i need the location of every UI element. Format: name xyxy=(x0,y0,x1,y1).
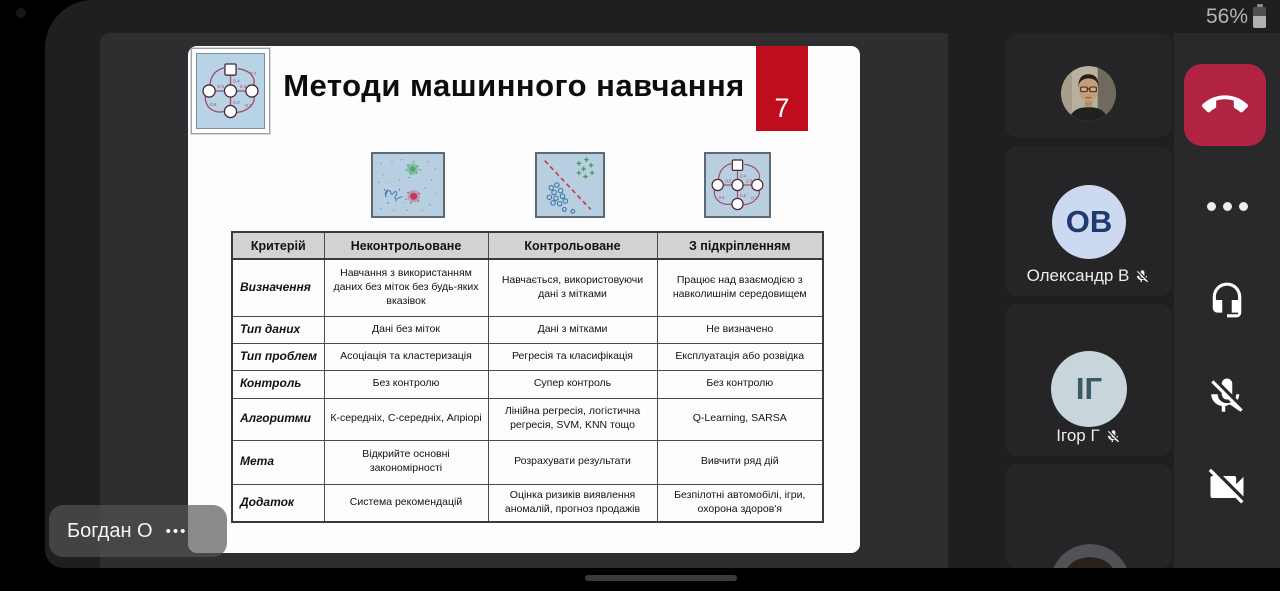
clustering-thumbnail xyxy=(371,152,445,218)
table-cell: Асоціація та кластеризація xyxy=(324,343,488,370)
mic-muted-icon xyxy=(1135,269,1150,284)
table-header-row xyxy=(232,232,823,259)
avatar-initials: ІГ xyxy=(1075,371,1103,406)
row-label: Алгоритми xyxy=(232,398,324,440)
presenter-more-dots: ••• xyxy=(165,522,188,540)
svg-text:0.6: 0.6 xyxy=(718,194,725,200)
slide-title: Методи машинного навчання xyxy=(283,68,745,103)
presenter-name: Богдан О xyxy=(67,519,153,542)
status-battery xyxy=(1180,3,1266,31)
table-cell: Працює над взаємодією з навколишнім середовищем xyxy=(657,259,823,316)
svg-text:0.2: 0.2 xyxy=(740,193,747,199)
participant-name: Олександр В xyxy=(1026,266,1130,285)
presenter-name-pill[interactable] xyxy=(49,505,227,557)
table-cell: Супер контроль xyxy=(488,370,657,398)
table-cell: К-середніх, С-середніх, Апріорі xyxy=(324,398,488,440)
slide-logo-graph-icon xyxy=(191,48,270,134)
table-cell: Q-Learning, SARSA xyxy=(657,398,823,440)
table-cell: Безпілотні автомобілі, ігри, охорона здоров'я xyxy=(657,484,823,522)
svg-text:0.5: 0.5 xyxy=(725,178,732,184)
participant-tile-ihor[interactable] xyxy=(1005,304,1172,456)
camera-off-button[interactable] xyxy=(1174,459,1280,515)
col-header: Контрольоване xyxy=(488,232,657,259)
svg-text:0.1: 0.1 xyxy=(245,102,252,108)
col-header: Критерій xyxy=(232,232,324,259)
table-cell: Навчається, використовуючи дані з мітками xyxy=(488,259,657,316)
battery-icon xyxy=(1253,7,1266,28)
presentation-slide xyxy=(188,46,860,553)
row-label: Тип даних xyxy=(232,316,324,343)
table-cell: Лінійна регресія, логістична регресія, SVM, KNN тощо xyxy=(488,398,657,440)
row-label: Визначення xyxy=(232,259,324,316)
battery-percent: 56% xyxy=(1205,5,1248,28)
end-call-icon xyxy=(1202,82,1248,128)
table-cell: Без контролю xyxy=(657,370,823,398)
row-label: Контроль xyxy=(232,370,324,398)
table-cell: Експлуатація або розвідка xyxy=(657,343,823,370)
svg-text:0.5: 0.5 xyxy=(217,84,224,90)
home-indicator[interactable] xyxy=(585,575,737,581)
table-row xyxy=(232,398,823,440)
table-cell: Відкрийте основні закономірності xyxy=(324,440,488,484)
table-cell: Система рекомендацій xyxy=(324,484,488,522)
more-dots-icon xyxy=(1207,202,1248,211)
mic-off-icon xyxy=(1206,375,1248,417)
slide-page-tab xyxy=(756,46,808,131)
table-cell: Дані з мітками xyxy=(488,316,657,343)
table-cell: Не визначено xyxy=(657,316,823,343)
table-row xyxy=(232,316,823,343)
ml-methods-table xyxy=(231,231,824,523)
classification-thumbnail xyxy=(535,152,605,218)
col-header: З підкріпленням xyxy=(657,232,823,259)
microphone-off-button[interactable] xyxy=(1174,368,1280,424)
table-row xyxy=(232,440,823,484)
table-cell: Вивчити ряд дій xyxy=(657,440,823,484)
svg-text:0.6: 0.6 xyxy=(210,101,217,107)
row-label: Тип проблем xyxy=(232,343,324,370)
participant-photo-avatar xyxy=(1061,66,1116,121)
table-row xyxy=(232,259,823,316)
slide-page-number: 7 xyxy=(774,93,790,123)
audio-output-button[interactable] xyxy=(1174,272,1280,328)
table-cell: Навчання з використанням даних без міток без будь-яких вказівок xyxy=(324,259,488,316)
initials-avatar xyxy=(1052,185,1126,259)
col-header: Неконтрольоване xyxy=(324,232,488,259)
table-row xyxy=(232,370,823,398)
svg-text:0.7: 0.7 xyxy=(250,71,257,77)
table-cell: Дані без міток xyxy=(324,316,488,343)
table-row xyxy=(232,343,823,370)
front-camera-hole xyxy=(16,8,26,18)
participant-photo-avatar xyxy=(1050,544,1130,568)
row-label: Додаток xyxy=(232,484,324,522)
table-cell: Регресія та класифікація xyxy=(488,343,657,370)
reinforcement-graph-thumbnail xyxy=(704,152,771,218)
initials-avatar xyxy=(1051,351,1127,427)
row-label: Мета xyxy=(232,440,324,484)
participant-name: Ігор Г xyxy=(1056,426,1100,445)
participant-tile-oleksandr[interactable] xyxy=(1005,146,1172,296)
headset-icon xyxy=(1208,281,1246,319)
table-cell: Оцінка ризиків виявлення аномалій, прогноз продажів xyxy=(488,484,657,522)
participant-tile-4[interactable] xyxy=(1005,464,1172,568)
svg-text:0.3: 0.3 xyxy=(239,84,247,90)
table-cell: Без контролю xyxy=(324,370,488,398)
mic-muted-icon xyxy=(1106,429,1121,444)
camera-off-icon xyxy=(1205,465,1249,509)
table-row xyxy=(232,484,823,522)
more-options-button[interactable] xyxy=(1174,178,1280,234)
avatar-initials: ОВ xyxy=(1065,204,1113,239)
participant-tile-1[interactable] xyxy=(1005,33,1172,137)
end-call-button[interactable] xyxy=(1184,64,1266,146)
table-cell: Розрахувати результати xyxy=(488,440,657,484)
svg-text:0.1: 0.1 xyxy=(751,195,758,201)
svg-text:0.3: 0.3 xyxy=(746,178,753,184)
svg-text:0.4: 0.4 xyxy=(233,78,240,84)
svg-text:0.2: 0.2 xyxy=(233,100,240,106)
svg-text:0.4: 0.4 xyxy=(740,173,747,179)
